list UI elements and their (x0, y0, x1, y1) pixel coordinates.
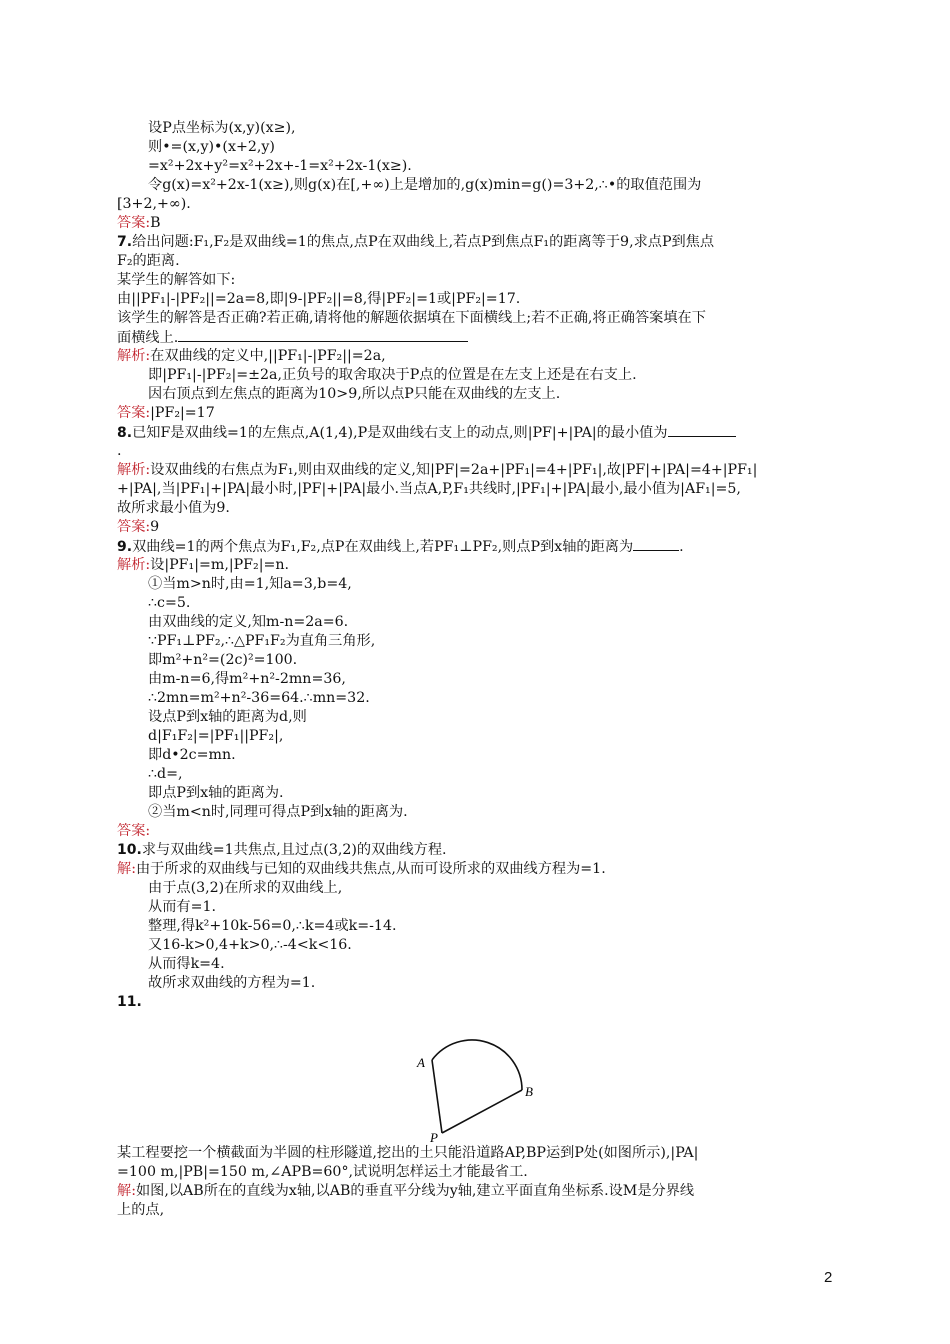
text-line (148, 936, 868, 954)
line-text: 双曲线=1的两个焦点为F₁,F₂,点P在双曲线上,若PF₁⊥PF₂,则点P到x轴的距离为 (132, 539, 634, 555)
tunnel-figure (410, 1010, 540, 1145)
answer-label: 答案: (117, 405, 151, 421)
text-line (117, 822, 837, 840)
line-text: 故所求双曲线的方程为=1. (148, 975, 316, 991)
text-line (117, 404, 837, 422)
text-line (117, 860, 837, 878)
answer-label: 解: (117, 1183, 136, 1199)
text-line (117, 328, 837, 347)
text-line (117, 1144, 837, 1162)
answer-label: 答案: (117, 215, 151, 231)
page-number: 2 (824, 1269, 833, 1286)
line-text: ∴2mn=m²+n²-36=64.∴mn=32. (148, 690, 370, 706)
line-text: 由||PF₁|-|PF₂||=2a=8,即|9-|PF₂||=8,得|PF₂|=1或|PF₂|=17. (117, 291, 521, 307)
line-text: 求与双曲线=1共焦点,且过点(3,2)的双曲线方程. (141, 842, 447, 858)
figure-label-a: A (417, 1055, 425, 1070)
line-text: 从而得k=4. (148, 956, 225, 972)
line-text: 由于所求的双曲线与已知的双曲线共焦点,从而可设所求的双曲线方程为=1. (135, 861, 606, 877)
text-line (117, 537, 837, 556)
line-text: 因右顶点到左焦点的距离为10>9,所以点P只能在双曲线的左支上. (148, 386, 561, 402)
line-text: 在双曲线的定义中,||PF₁|-|PF₂||=2a, (150, 348, 386, 364)
text-line (117, 841, 837, 859)
text-line (148, 708, 868, 726)
question-number: 8. (117, 425, 133, 441)
line-text: 设P点坐标为(x,y)(x≥), (148, 120, 296, 136)
text-line (148, 765, 868, 783)
text-line (117, 214, 837, 232)
text-line (117, 442, 837, 460)
semicircle-arc (432, 1040, 522, 1090)
text-line (117, 347, 837, 365)
line-text: 由双曲线的定义,知m-n=2a=6. (148, 614, 349, 630)
line-tail: . (679, 539, 684, 555)
text-line (148, 613, 868, 631)
line-text: ∵PF₁⊥PF₂,∴△PF₁F₂为直角三角形, (148, 633, 376, 649)
line-text: d|F₁F₂|=|PF₁||PF₂|, (148, 728, 284, 744)
line-text: |PF₂|=17 (150, 405, 215, 421)
line-text: 由m-n=6,得m²+n²-2mn=36, (148, 671, 346, 687)
question-number: 9. (117, 539, 133, 555)
answer-label: 解: (117, 861, 136, 877)
text-line (117, 290, 837, 308)
text-line (117, 195, 837, 213)
text-line (148, 803, 868, 821)
text-line (117, 309, 837, 327)
line-text: +|PA|,当|PF₁|+|PA|最小时,|PF|+|PA|最小.当点A,P,F₁共线时,|PF₁|+|PA|最小,最小值为|AF₁|=5, (117, 481, 741, 497)
line-text: 如图,以AB所在的直线为x轴,以AB的垂直平分线为y轴,建立平面直角坐标系.设M是分界线 (135, 1183, 695, 1199)
text-line (117, 993, 837, 1011)
line-text: 设双曲线的右焦点为F₁,则由双曲线的定义,知|PF|=2a+|PF₁|=4+|PF₁|,故|PF|+|PA|=4+|PF₁| (150, 462, 758, 478)
fill-in-blank (178, 328, 468, 342)
line-text: 由于点(3,2)在所求的双曲线上, (148, 880, 343, 896)
line-text: B (150, 215, 161, 231)
line-text: 给出问题:F₁,F₂是双曲线=1的焦点,点P在双曲线上,若点P到焦点F₁的距离等于9,求点P到焦点 (132, 234, 715, 250)
fill-in-blank (633, 537, 679, 551)
text-line (148, 670, 868, 688)
segment-ap (432, 1060, 442, 1133)
answer-label: 解析: (117, 462, 151, 478)
line-text: . (117, 443, 122, 459)
line-text: F₂的距离. (117, 253, 180, 269)
answer-label: 解析: (117, 348, 151, 364)
text-line (148, 138, 868, 156)
line-text: 某工程要挖一个横截面为半圆的柱形隧道,挖出的土只能沿道路AP,BP运到P处(如图所示),|PA| (117, 1145, 699, 1161)
line-text: ①当m>n时,由=1,知a=3,b=4, (148, 576, 352, 592)
text-line (148, 955, 868, 973)
line-text: 即d•2c=mn. (148, 747, 236, 763)
text-line (148, 157, 868, 175)
text-line (117, 1163, 837, 1181)
text-line (148, 727, 868, 745)
question-number: 11. (117, 994, 142, 1010)
text-line (148, 119, 868, 137)
line-text: =100 m,|PB|=150 m,∠APB=60°,试说明怎样运土才能最省工. (117, 1164, 528, 1180)
line-text: 令g(x)=x²+2x-1(x≥),则g(x)在[,+∞)上是增加的,g(x)min=g()=3+2,∴•的取值范围为 (148, 177, 702, 193)
line-text: 上的点, (117, 1202, 165, 1218)
text-line (148, 917, 868, 935)
line-text: 即|PF₁|-|PF₂|=±2a,正负号的取舍取决于P点的位置是在左支上还是在右支上. (148, 367, 637, 383)
text-line (117, 423, 837, 442)
line-text: 即点P到x轴的距离为. (148, 785, 284, 801)
text-line (148, 366, 868, 384)
text-line (117, 518, 837, 536)
line-text: =x²+2x+y²=x²+2x+-1=x²+2x-1(x≥). (148, 158, 412, 174)
figure-label-p: P (430, 1130, 438, 1145)
line-text: 面横线上. (117, 330, 179, 346)
text-line (117, 1182, 837, 1200)
text-line (117, 556, 837, 574)
line-text: [3+2,+∞). (117, 196, 191, 212)
answer-label: 解析: (117, 557, 151, 573)
line-text: 已知F是双曲线=1的左焦点,A(1,4),P是双曲线右支上的动点,则|PF|+|PA|的最小值为 (132, 425, 668, 441)
question-number: 7. (117, 234, 133, 250)
text-line (117, 461, 837, 479)
line-text: 即m²+n²=(2c)²=100. (148, 652, 298, 668)
line-text: 从而有=1. (148, 899, 216, 915)
fill-in-blank (668, 423, 736, 437)
text-line (148, 879, 868, 897)
text-line (148, 594, 868, 612)
text-line (117, 252, 837, 270)
text-line (148, 575, 868, 593)
question-number: 10. (117, 842, 142, 858)
line-text: 该学生的解答是否正确?若正确,请将他的解题依据填在下面横线上;若不正确,将正确答案填在下 (117, 310, 706, 326)
line-text: ∴d=, (148, 766, 183, 782)
line-text: 故所求最小值为9. (117, 500, 230, 516)
text-line (148, 385, 868, 403)
line-text: 某学生的解答如下: (117, 272, 236, 288)
answer-label: 答案: (117, 519, 151, 535)
segment-bp (442, 1090, 522, 1133)
text-line (148, 746, 868, 764)
text-line (148, 651, 868, 669)
text-line (148, 898, 868, 916)
line-text: 设点P到x轴的距离为d,则 (148, 709, 307, 725)
text-line (148, 689, 868, 707)
line-text: ∴c=5. (148, 595, 191, 611)
text-line (148, 784, 868, 802)
line-text: 设|PF₁|=m,|PF₂|=n. (150, 557, 290, 573)
text-line (117, 271, 837, 289)
line-text: ②当m<n时,同理可得点P到x轴的距离为. (148, 804, 408, 820)
figure-label-b: B (525, 1084, 533, 1099)
line-text: 则•=(x,y)•(x+2,y) (148, 139, 275, 155)
text-line (148, 632, 868, 650)
text-line (117, 480, 837, 498)
line-text: 9 (150, 519, 160, 535)
text-line (148, 974, 868, 992)
line-text: 又16-k>0,4+k>0,∴-4<k<16. (148, 937, 352, 953)
text-line (117, 499, 837, 517)
line-text: 整理,得k²+10k-56=0,∴k=4或k=-14. (148, 918, 397, 934)
text-line (117, 233, 837, 251)
answer-label: 答案: (117, 823, 151, 839)
text-line (148, 176, 868, 194)
text-line (117, 1201, 837, 1219)
